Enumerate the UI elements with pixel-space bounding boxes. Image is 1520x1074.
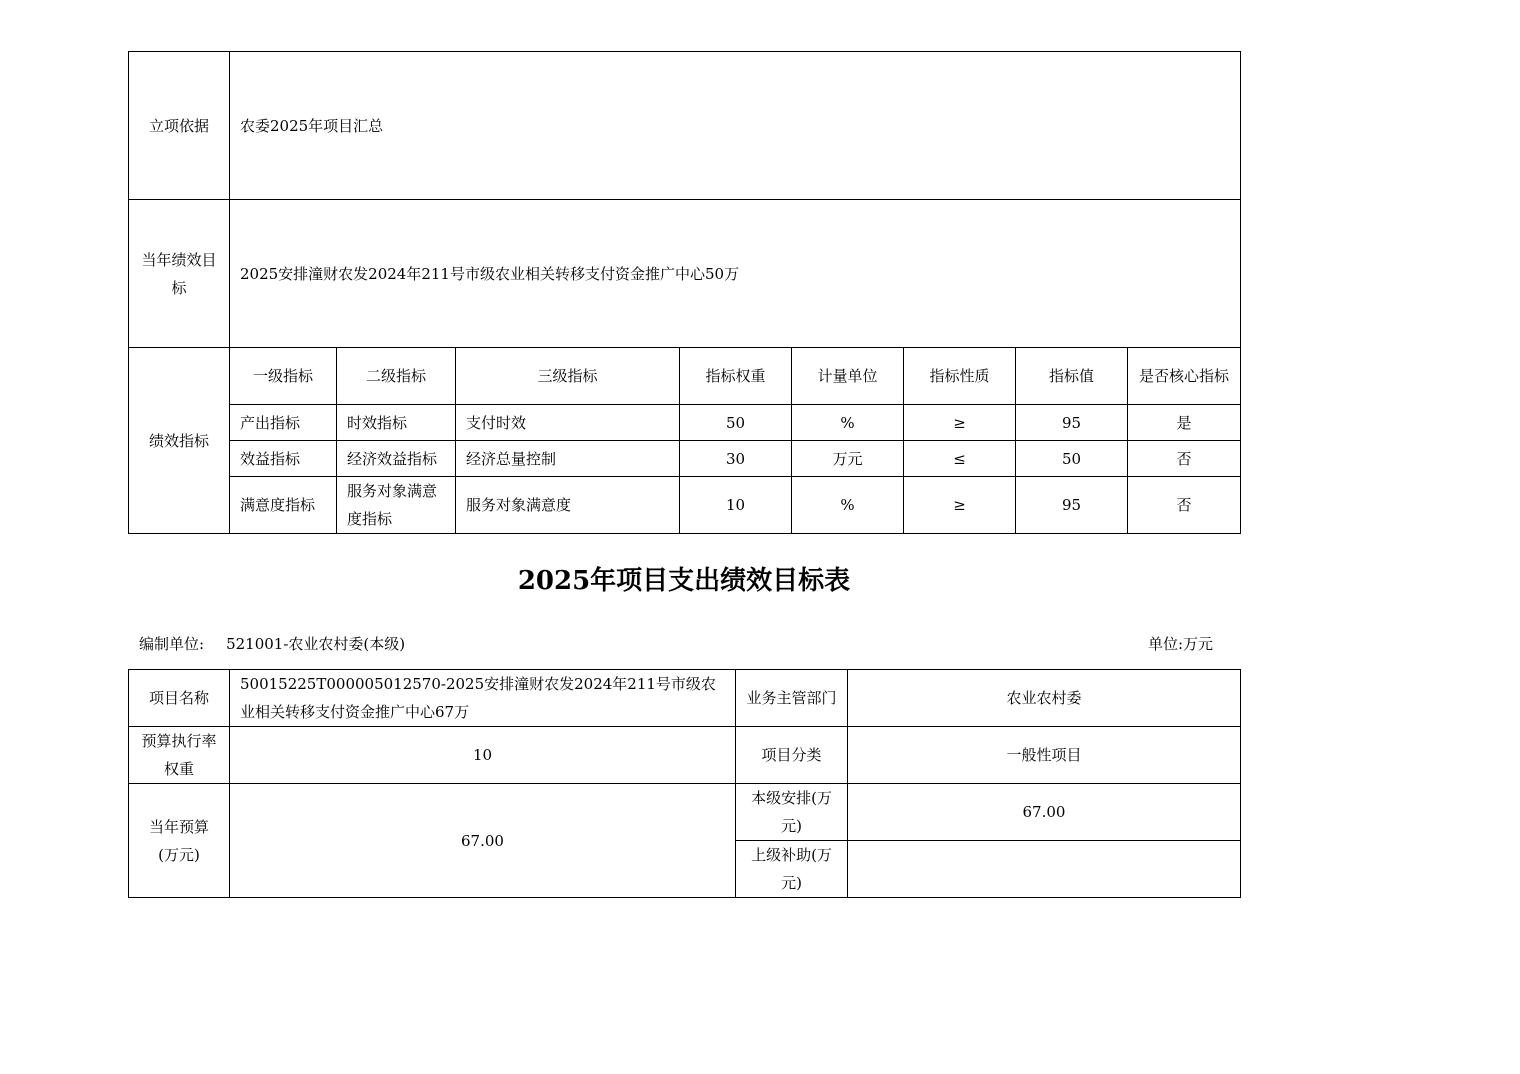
row-cell: 95: [1016, 405, 1128, 441]
org-unit-value: 521001-农业农村委(本级): [226, 635, 406, 653]
row-cell: 效益指标: [230, 441, 337, 477]
table-row: [129, 477, 1241, 534]
row-cell: 万元: [792, 441, 904, 477]
budget-value: 67.00: [230, 784, 736, 898]
row-cell: %: [792, 477, 904, 534]
row-cell: 30: [680, 441, 792, 477]
header-cell: 是否核心指标: [1128, 348, 1241, 405]
row-cell: 产出指标: [230, 405, 337, 441]
row-cell: 否: [1128, 441, 1241, 477]
row-cell: 服务对象满意度: [456, 477, 680, 534]
row-cell: ≥: [904, 477, 1016, 534]
header-cell: 指标性质: [904, 348, 1016, 405]
row-cell: 经济总量控制: [456, 441, 680, 477]
header-cell: 指标值: [1016, 348, 1128, 405]
row-cell: %: [792, 405, 904, 441]
table-row: [129, 441, 1241, 477]
category-value: 一般性项目: [848, 727, 1241, 784]
basis-value: 农委2025年项目汇总: [230, 52, 1241, 200]
local-value: 67.00: [848, 784, 1241, 841]
indicators-label: 绩效指标: [129, 348, 230, 534]
row-cell: 满意度指标: [230, 477, 337, 534]
row-cell: 10: [680, 477, 792, 534]
table-row: [129, 405, 1241, 441]
header-cell: 一级指标: [230, 348, 337, 405]
header-cell: 计量单位: [792, 348, 904, 405]
project-table: [128, 669, 1241, 898]
row-cell: 经济效益指标: [337, 441, 456, 477]
exec-weight-label: 预算执行率权重: [129, 727, 230, 784]
local-label: 本级安排(万元): [736, 784, 848, 841]
row-cell: ≤: [904, 441, 1016, 477]
category-label: 项目分类: [736, 727, 848, 784]
row-cell: 否: [1128, 477, 1241, 534]
currency-unit: 单位:万元: [1148, 635, 1214, 653]
row-cell: 支付时效: [456, 405, 680, 441]
goal-label: 当年绩效目标: [129, 200, 230, 348]
header-cell: 三级指标: [456, 348, 680, 405]
org-unit: [139, 633, 405, 654]
subsidy-value: [848, 841, 1241, 898]
header-cell: 指标权重: [680, 348, 792, 405]
row-cell: 时效指标: [337, 405, 456, 441]
goal-value: 2025安排潼财农发2024年211号市级农业相关转移支付资金推广中心50万: [230, 200, 1241, 348]
row-cell: 95: [1016, 477, 1128, 534]
basis-label: 立项依据: [129, 52, 230, 200]
org-unit-label: 编制单位:: [139, 635, 205, 653]
row-cell: 50: [680, 405, 792, 441]
exec-weight-value: 10: [230, 727, 736, 784]
subsidy-label: 上级补助(万元): [736, 841, 848, 898]
dept-label: 业务主管部门: [736, 670, 848, 727]
project-name-value: 50015225T000005012570-2025安排潼财农发2024年211号市级农业相关转移支付资金推广中心67万: [230, 670, 736, 727]
dept-value: 农业农村委: [848, 670, 1241, 727]
indicators-table: [128, 51, 1241, 534]
row-cell: 服务对象满意度指标: [337, 477, 456, 534]
row-cell: 是: [1128, 405, 1241, 441]
row-cell: ≥: [904, 405, 1016, 441]
budget-label: 当年预算(万元): [129, 784, 230, 898]
row-cell: 50: [1016, 441, 1128, 477]
header-cell: 二级指标: [337, 348, 456, 405]
page-title: 2025年项目支出绩效目标表: [517, 566, 851, 596]
project-name-label: 项目名称: [129, 670, 230, 727]
